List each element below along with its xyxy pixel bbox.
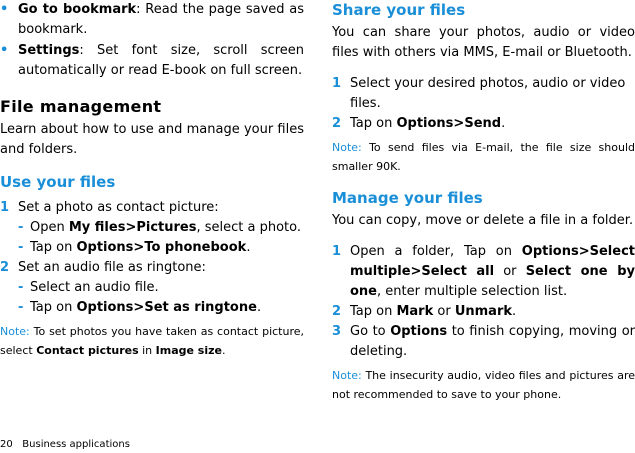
page-footer — [0, 438, 130, 452]
menu-path-pictures: Pictures — [136, 220, 197, 235]
sub-text: . — [246, 240, 251, 255]
step-number: 2 — [332, 116, 342, 131]
bullet-icon: • — [0, 43, 9, 58]
use-files-step-1-sub-1 — [0, 218, 304, 238]
sub-text: . — [256, 300, 262, 315]
sub-text: , select a photo. — [196, 220, 302, 235]
sub-text: Select an audio file. — [30, 280, 159, 295]
use-files-step-1 — [0, 198, 304, 218]
manage-files-intro: You can copy, move or delete a file in a folder. — [332, 213, 634, 228]
use-files-step-2-sub-2 — [0, 298, 304, 318]
share-files-heading: Share your files — [332, 1, 466, 19]
bullet-go-to-bookmark — [0, 0, 304, 40]
note-text: The insecurity audio, video files and pictures are not recommended to save to your phone. — [332, 369, 635, 401]
manage-step-2 — [332, 302, 635, 322]
use-files-heading: Use your files — [0, 173, 116, 191]
section-name: Business applications — [22, 439, 130, 450]
menu-path-set-as-ringtone: Set as ringtone — [144, 300, 257, 315]
step-text: . — [512, 304, 517, 319]
bullet-term: Settings — [18, 43, 80, 58]
step-text: Open a folder, Tap on — [350, 244, 522, 259]
note-text: . — [221, 344, 226, 357]
menu-path-to-phonebook: To phonebook — [144, 240, 247, 255]
sub-text: Open — [30, 220, 69, 235]
menu-path-options: Options — [76, 240, 134, 255]
use-files-step-2-sub-1 — [0, 278, 304, 298]
step-text: or — [494, 264, 526, 279]
menu-path-options: Options — [76, 300, 134, 315]
note-text: in — [138, 344, 156, 357]
dash-icon: - — [18, 240, 24, 255]
left-column — [0, 0, 304, 360]
step-text: Tap on — [350, 304, 397, 319]
menu-path-sep: > — [410, 264, 422, 279]
menu-path-select-all: Select all — [421, 264, 495, 279]
share-step-1 — [332, 74, 635, 114]
use-files-step-1-sub-2 — [0, 238, 304, 258]
note-contact-pictures: Contact pictures — [36, 344, 139, 357]
share-note — [332, 138, 635, 176]
bullet-text: : Read the page saved as bookmark. — [18, 2, 304, 37]
step-number: 1 — [332, 76, 342, 91]
manage-files-heading: Manage your files — [332, 189, 483, 207]
menu-path-send: Send — [464, 116, 502, 131]
bullet-icon: • — [0, 2, 9, 17]
step-text: Select your desired photos, audio or video files. — [350, 76, 626, 111]
step-number: 2 — [0, 260, 10, 275]
step-number: 3 — [332, 324, 342, 339]
bullet-settings — [0, 41, 304, 81]
step-text: Set a photo as contact picture: — [18, 200, 219, 215]
bullet-term: Go to bookmark — [18, 2, 137, 17]
step-text: to finish copying, moving or deleting. — [350, 324, 635, 359]
step-text: Set an audio file as ringtone: — [18, 260, 206, 275]
manage-step-3 — [332, 322, 635, 362]
step-text: Tap on — [350, 116, 397, 131]
menu-path-select-multiple: Select multiple — [350, 244, 635, 279]
sub-text: Tap on — [30, 300, 77, 315]
dash-icon: - — [18, 220, 24, 235]
step-text: Go to — [350, 324, 391, 339]
dash-icon: - — [18, 280, 24, 295]
menu-path-select-one-by-one: Select one by one — [350, 264, 635, 299]
note-label: Note: — [332, 141, 362, 154]
menu-path-options: Options — [396, 116, 454, 131]
menu-path-sep: > — [578, 244, 590, 259]
step-number: 2 — [332, 304, 342, 319]
step-text: , enter multiple selection list. — [377, 284, 568, 299]
bullet-text: : Set font size, scroll screen automatically or read E-book on full screen. — [18, 43, 304, 78]
menu-path-my-files: My files — [68, 220, 126, 235]
menu-path-sep: > — [125, 220, 137, 235]
note-label: Note: — [0, 325, 30, 338]
step-text: or — [433, 304, 455, 319]
menu-path-sep: > — [453, 116, 465, 131]
right-column — [332, 0, 635, 404]
page-number: 20 — [0, 439, 13, 450]
menu-path-options: Options — [521, 244, 579, 259]
use-files-step-2 — [0, 258, 304, 278]
menu-path-sep: > — [133, 240, 145, 255]
menu-path-unmark: Unmark — [454, 304, 512, 319]
menu-path-sep: > — [133, 300, 145, 315]
step-number: 1 — [332, 244, 342, 259]
note-text: To send files via E-mail, the file size should smaller 90K. — [332, 141, 635, 173]
manage-step-1 — [332, 242, 635, 302]
file-management-intro: Learn about how to use and manage your files and folders. — [0, 122, 304, 157]
menu-path-options: Options — [390, 324, 448, 339]
note-label: Note: — [332, 369, 362, 382]
dash-icon: - — [18, 300, 24, 315]
menu-path-mark: Mark — [396, 304, 434, 319]
note-image-size: Image size — [155, 344, 222, 357]
share-step-2 — [332, 114, 635, 134]
step-text: . — [501, 116, 506, 131]
note-text: To set photos you have taken as contact picture, select — [0, 325, 304, 357]
share-files-intro: You can share your photos, audio or video files with others via MMS, E-mail or Bluetooth. — [332, 25, 635, 60]
manage-note — [332, 366, 635, 404]
file-management-heading: File management — [0, 97, 162, 116]
use-files-note — [0, 322, 304, 360]
step-number: 1 — [0, 200, 10, 215]
sub-text: Tap on — [30, 240, 77, 255]
